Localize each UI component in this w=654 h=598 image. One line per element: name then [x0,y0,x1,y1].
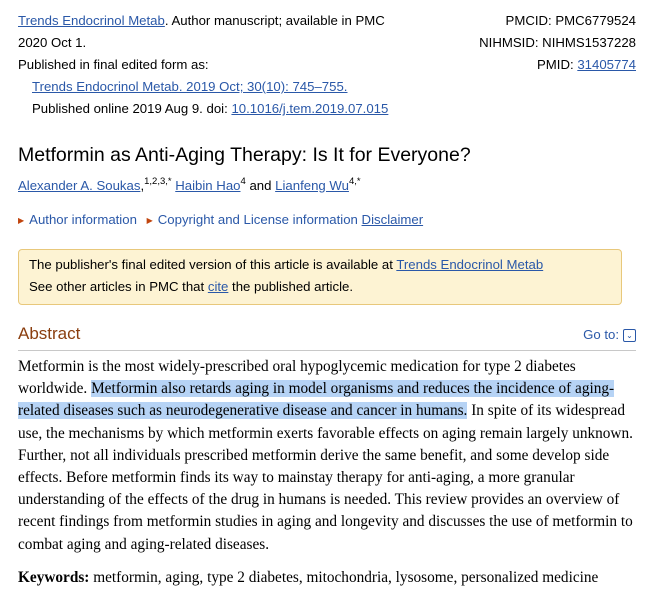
goto-label: Go to: [583,327,619,342]
keywords-list: metformin, aging, type 2 diabetes, mitochondria, lysosome, personalized medicine [89,569,599,586]
journal-link[interactable]: Trends Endocrinol Metab [18,13,165,28]
abstract-sentence: In spite of its widespread use, the mechanisms by which metformin exerts favorable effects on aging remain largely unknown. Further, not all individuals prescribed metformin derive the same benefit, and some develop side effects. Before metformin finds its way to mainstay therapy for anti-aging, a more granular understanding of the effects of the drug in humans is needed. This review provides an overview of recent findings from metformin studies in aging and longevity and discusses the use of metformin to combat aging and aging-related diseases. [18,402,633,553]
pmid-label: PMID: [537,57,578,72]
notice-text: the published article. [228,279,353,294]
nihmsid: NIHMSID: NIHMS1537228 [479,35,636,50]
pmid-line [396,54,636,76]
pmid-link[interactable]: 31405774 [577,57,636,72]
publisher-version-notice [18,249,622,305]
doi-link[interactable]: 10.1016/j.tem.2019.07.015 [231,101,389,116]
published-online-line [18,98,438,120]
notice-text: The publisher's final edited version of this article is available at [29,257,397,272]
article-meta-links [18,210,423,232]
keywords-label: Keywords: [18,569,90,586]
author-separator: , [140,178,145,193]
expand-triangle-icon: ▶ [18,216,25,225]
header-ids-block [396,10,636,76]
notice-line-2 [29,276,621,298]
citation-line [18,76,438,98]
keywords-line [18,567,648,589]
expand-triangle-icon: ▶ [146,216,153,225]
author-link[interactable]: Lianfeng Wu [275,178,349,193]
manuscript-note: . Author manuscript; available in PMC [164,13,385,28]
published-final-label: Published in final edited form as: [18,57,209,72]
cite-link[interactable]: cite [207,279,229,294]
author-affiliation: 1,2,3,* [144,176,172,187]
abstract-sentence: Metformin is the most widely-prescribed oral hypoglycemic medication for type 2 diabetes worldwide. [18,358,576,398]
author-link[interactable]: Haibin Hao [175,178,241,193]
author-information-toggle[interactable]: Author information [29,212,137,227]
header-citation-block [18,10,438,120]
publisher-journal-link[interactable]: Trends Endocrinol Metab [396,257,544,272]
pmcid: PMCID: PMC6779524 [505,13,636,28]
copyright-license-toggle[interactable]: Copyright and License information [157,212,358,227]
available-date: 2020 Oct 1. [18,35,87,50]
abstract-header [18,322,636,351]
author-link[interactable]: Alexander A. Soukas [18,178,141,193]
author-list [18,176,361,196]
notice-line-1 [29,254,621,276]
manuscript-line [18,10,438,32]
abstract-highlighted-text: Metformin also retards aging in model organisms and reduces the incidence of aging-related diseases such as neurodegenerative disease and cancer in humans. [18,380,615,420]
published-online-prefix: Published online 2019 Aug 9. doi: [32,101,232,116]
author-separator: and [245,178,276,193]
disclaimer-link[interactable]: Disclaimer [361,212,424,227]
notice-text: See other articles in PMC that [29,279,208,294]
chevron-down-icon: ⌄ [623,329,636,342]
goto-menu-button[interactable] [583,327,636,342]
author-affiliation: 4 [240,176,246,187]
author-affiliation: 4,* [348,176,361,187]
citation-link[interactable]: Trends Endocrinol Metab. 2019 Oct; 30(10): 745–755. [32,79,348,94]
abstract-heading: Abstract [18,324,81,343]
abstract-text [18,356,636,556]
article-title: Metformin as Anti-Aging Therapy: Is It for Everyone? [18,144,471,166]
